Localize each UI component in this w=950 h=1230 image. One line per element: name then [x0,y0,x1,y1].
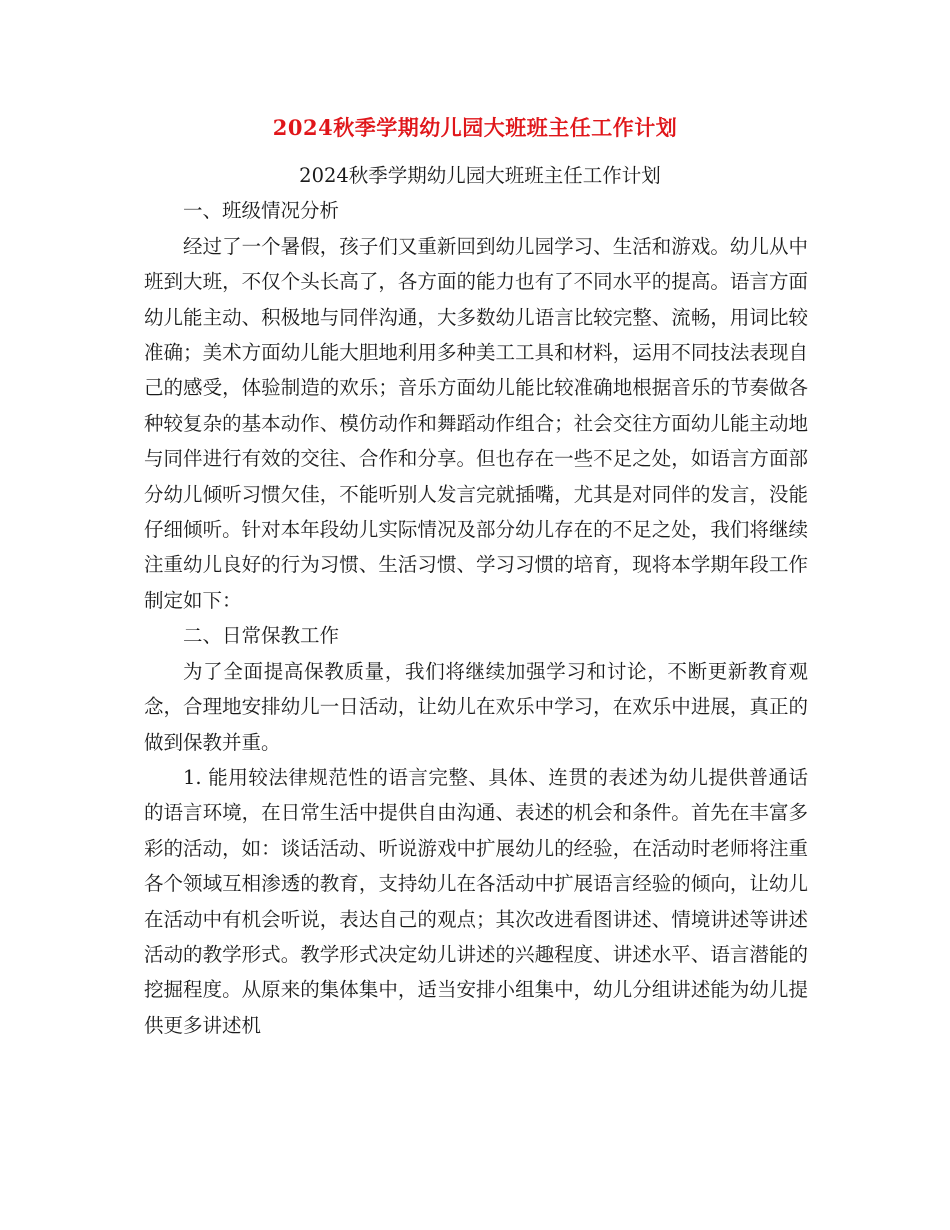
paragraph-class-analysis: 经过了一个暑假，孩子们又重新回到幼儿园学习、生活和游戏。幼儿从中班到大班，不仅个头长高了，各方面的能力也有了不同水平的提高。语言方面幼儿能主动、积极地与同伴沟通，大多数幼儿语言比较完整、流畅，用词比较准确；美术方面幼儿能大胆地利用多种美工工具和材料，运用不同技法表现自己的感受，体验制造的欢乐；音乐方面幼儿能比较准确地根据音乐的节奏做各种较复杂的基本动作、模仿动作和舞蹈动作组合；社会交往方面幼儿能主动地与同伴进行有效的交往、合作和分享。但也存在一些不足之处，如语言方面部分幼儿倾听习惯欠佳，不能听别人发言完就插嘴，尤其是对同伴的发言，没能仔细倾听。针对本年段幼儿实际情况及部分幼儿存在的不足之处，我们将继续注重幼儿良好的行为习惯、生活习惯、学习习惯的培育，现将本学期年段工作制定如下： [144,234,808,612]
section-heading-class-analysis: 一、班级情况分析 [183,199,340,223]
document-subtitle: 2024秋季学期幼儿园大班班主任工作计划 [299,164,661,187]
section-heading-daily-care: 二、日常保教工作 [183,624,340,648]
paragraph-daily-care-item-1: 1. 能用较法律规范性的语言完整、具体、连贯的表述为幼儿提供普通话的语言环境，在日常生活中提供自由沟通、表述的机会和条件。首先在丰富多彩的活动，如：谈话活动、听说游戏中扩展幼儿的经验，在活动时老师将注重各个领域互相渗透的教育，支持幼儿在各活动中扩展语言经验的倾向，让幼儿在活动中有机会听说，表达自己的观点；其次改进看图讲述、情境讲述等讲述活动的教学形式。教学形式决定幼儿讲述的兴趣程度、讲述水平、语言潜能的挖掘程度。从原来的集体集中，适当安排小组集中，幼儿分组讲述能为幼儿提供更多讲述机 [144,765,808,1037]
paragraph-daily-care-intro: 为了全面提高保教质量，我们将继续加强学习和讨论，不断更新教育观念，合理地安排幼儿一日活动，让幼儿在欢乐中学习，在欢乐中进展，真正的做到保教并重。 [144,659,808,754]
document-body [144,158,808,1043]
document-title: 2024秋季学期幼儿园大班班主任工作计划 [272,115,678,140]
